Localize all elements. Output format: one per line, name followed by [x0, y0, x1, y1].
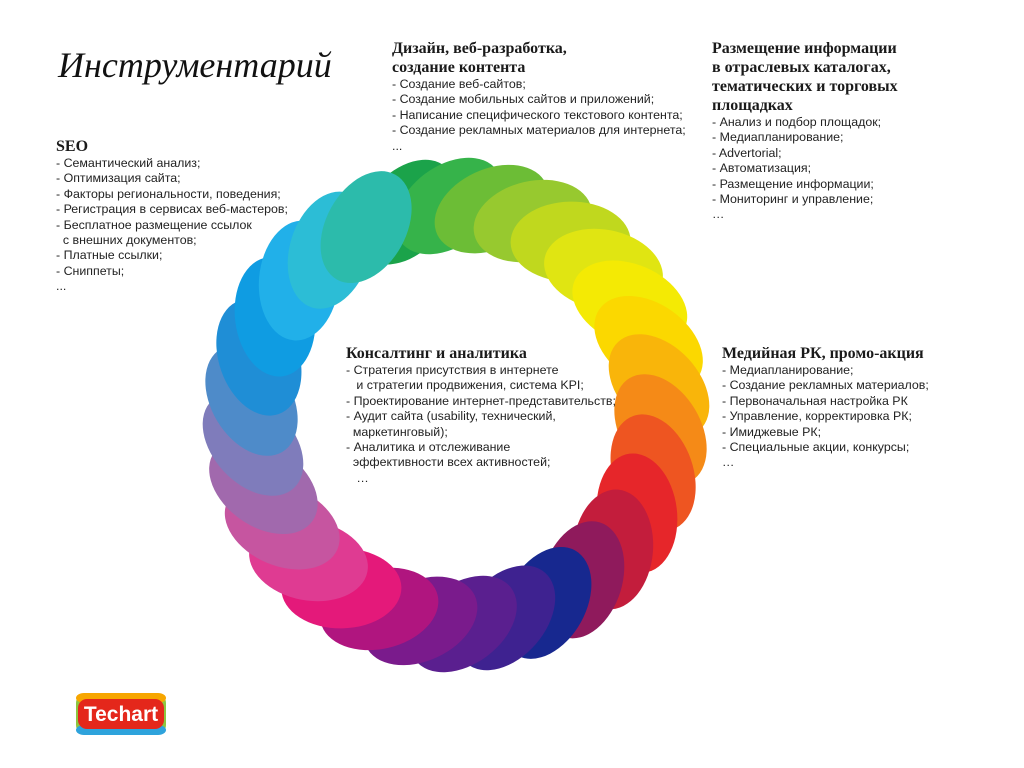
heading-line: площадках — [712, 97, 793, 114]
list-item: - Платные ссылки; — [56, 248, 163, 263]
logo-text: Techart — [83, 703, 159, 726]
heading-line: Размещение информации — [712, 40, 897, 57]
techart-logo — [76, 693, 166, 735]
list-item: - Автоматизация; — [712, 161, 812, 176]
list-item: … — [712, 207, 725, 222]
block-list — [392, 77, 686, 154]
block-list — [712, 115, 898, 223]
list-item: - Создание веб-сайтов; — [392, 77, 526, 91]
block-list — [56, 156, 288, 295]
block-heading — [722, 344, 929, 363]
block-heading — [712, 39, 898, 115]
list-item: эффективности всех активностей; — [346, 455, 551, 470]
list-item: - Специальные акции, конкурсы; — [722, 440, 910, 455]
list-item: - Медиапланирование; — [722, 363, 854, 377]
heading-line: Консалтинг и аналитика — [346, 345, 527, 362]
placement-block — [712, 39, 898, 223]
heading-line: Медийная РК, промо-акция — [722, 345, 924, 362]
list-item: - Регистрация в сервисах веб-мастеров; — [56, 202, 288, 217]
list-item: - Создание рекламных материалов для интернета; — [392, 123, 686, 138]
list-item: - Имиджевые РК; — [722, 424, 822, 439]
list-item: ... — [56, 279, 67, 294]
list-item: - Семантический анализ; — [56, 156, 201, 170]
list-item: - Написание специфического текстового контента; — [392, 107, 683, 122]
list-item: - Создание мобильных сайтов и приложений; — [392, 92, 655, 107]
block-heading — [392, 39, 686, 77]
list-item: - Аудит сайта (usability, технический, — [346, 409, 556, 424]
block-heading — [56, 137, 288, 156]
list-item: - Аналитика и отслеживание — [346, 440, 511, 455]
list-item: … — [722, 455, 735, 470]
block-heading — [346, 344, 616, 363]
page-title: Инструментарий — [58, 45, 332, 85]
block-list — [346, 363, 616, 486]
heading-line: создание контента — [392, 59, 526, 76]
list-item: - Сниппеты; — [56, 263, 125, 278]
list-item: - Управление, корректировка РК; — [722, 409, 912, 424]
list-item: - Advertorial; — [712, 145, 782, 160]
list-item: - Размещение информации; — [712, 176, 874, 191]
list-item: - Стратегия присутствия в интернете — [346, 363, 559, 377]
list-item: - Первоначальная настройка РК — [722, 393, 908, 408]
list-item: - Факторы региональности, поведения; — [56, 186, 281, 201]
list-item: - Создание рекламных материалов; — [722, 378, 929, 393]
list-item: с внешних документов; — [56, 233, 197, 248]
list-item: ... — [392, 138, 403, 153]
list-item: … — [346, 470, 369, 485]
list-item: - Анализ и подбор площадок; — [712, 115, 882, 129]
heading-line: SEO — [56, 138, 89, 155]
consulting-block — [346, 344, 616, 486]
list-item: - Медиапланирование; — [712, 130, 844, 145]
list-item: и стратегии продвижения, система KPI; — [346, 378, 584, 393]
heading-line: Дизайн, веб-разработка, — [392, 40, 567, 57]
list-item: - Проектирование интернет-представительств; — [346, 393, 616, 408]
heading-line: тематических и торговых — [712, 78, 898, 95]
media-block — [722, 344, 929, 471]
block-list — [722, 363, 929, 471]
list-item: - Оптимизация сайта; — [56, 171, 181, 186]
list-item: маркетинговый); — [346, 424, 448, 439]
list-item: - Бесплатное размещение ссылок — [56, 217, 252, 232]
seo-block — [56, 137, 288, 295]
heading-line: в отраслевых каталогах, — [712, 59, 891, 76]
list-item: - Мониторинг и управление; — [712, 192, 874, 207]
design-block — [392, 39, 686, 154]
